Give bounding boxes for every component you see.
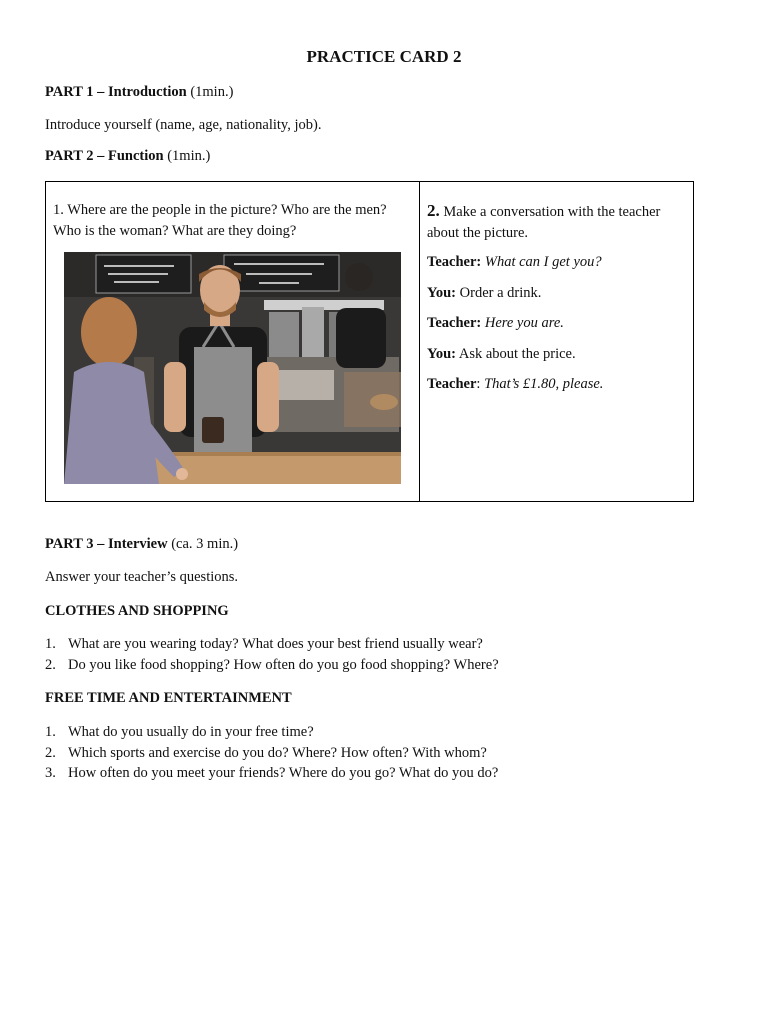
- dialogue-speaker: Teacher:: [427, 315, 482, 331]
- part1-heading: [45, 84, 233, 101]
- question-2: [427, 200, 687, 405]
- list-item: [45, 745, 498, 766]
- list-text: What are you wearing today? What does your best friend usually wear?: [68, 636, 483, 652]
- list-item: [45, 657, 499, 678]
- dialogue-speaker: Teacher: [427, 376, 477, 392]
- list-item: [45, 765, 498, 786]
- topic-question-list: [45, 636, 499, 677]
- part3-heading-label: PART 3 – Interview: [45, 536, 168, 552]
- cafe-photo: [64, 252, 401, 484]
- list-item: [45, 724, 498, 745]
- dialogue-text: Here you are.: [484, 315, 564, 331]
- part1-heading-label: PART 1 – Introduction: [45, 84, 187, 100]
- part1-instruction: Introduce yourself (name, age, nationality, job).: [45, 117, 322, 133]
- topic-question-list: [45, 724, 498, 786]
- question-2-prompt: [427, 200, 687, 244]
- list-text: Which sports and exercise do you do? Where? How often? With whom?: [68, 744, 487, 761]
- dialogue-text: What can I get you?: [484, 254, 602, 270]
- list-text: How often do you meet your friends? Where do you go? What do you do?: [68, 765, 499, 781]
- part3-heading: [45, 536, 238, 553]
- dialogue-text: Order a drink.: [459, 284, 542, 301]
- dialogue-line: [427, 283, 687, 314]
- list-number: 2.: [45, 656, 56, 673]
- table-divider: [419, 182, 420, 501]
- part2-time: (1min.): [163, 148, 211, 164]
- card-title: PRACTICE CARD 2: [306, 47, 462, 66]
- list-number: 2.: [45, 744, 56, 761]
- dialogue-speaker: You:: [427, 345, 457, 362]
- question-2-number: 2.: [427, 201, 440, 220]
- topic-title: FREE TIME AND ENTERTAINMENT: [45, 690, 292, 706]
- question-2-text: Make a conversation with the teacher about the picture.: [427, 204, 661, 241]
- dialogue-text: That’s £1.80, please.: [484, 376, 604, 392]
- list-text: Do you like food shopping? How often do you go food shopping? Where?: [68, 656, 499, 673]
- dialogue-speaker: You:: [427, 284, 457, 301]
- dialogue-line: [427, 313, 687, 344]
- topic-title: CLOTHES AND SHOPPING: [45, 603, 229, 619]
- part1-time: (1min.): [186, 84, 234, 100]
- list-number: 1.: [45, 636, 56, 652]
- dialogue-line: Teacher: That’s £1.80, please.: [427, 376, 604, 392]
- dialogue-speaker: Teacher:: [427, 254, 482, 270]
- list-number: 1.: [45, 724, 56, 740]
- part3-instruction: Answer your teacher’s questions.: [45, 569, 239, 585]
- dialogue-line: [427, 252, 687, 283]
- list-item: [45, 636, 499, 657]
- list-text: What do you usually do in your free time?: [68, 724, 314, 740]
- dialogue-line: [427, 344, 687, 375]
- question-1: 1. Where are the people in the picture? Who are the men? Who is the woman? What are they doing?: [53, 202, 387, 239]
- part2-heading: [45, 148, 210, 165]
- barista-scene-illustration: [64, 252, 401, 484]
- part2-table: [45, 181, 694, 502]
- list-number: 3.: [45, 765, 56, 781]
- part3-time: (ca. 3 min.): [167, 536, 239, 552]
- dialogue-text: Ask about the price.: [458, 345, 576, 362]
- part2-heading-label: PART 2 – Function: [45, 148, 164, 164]
